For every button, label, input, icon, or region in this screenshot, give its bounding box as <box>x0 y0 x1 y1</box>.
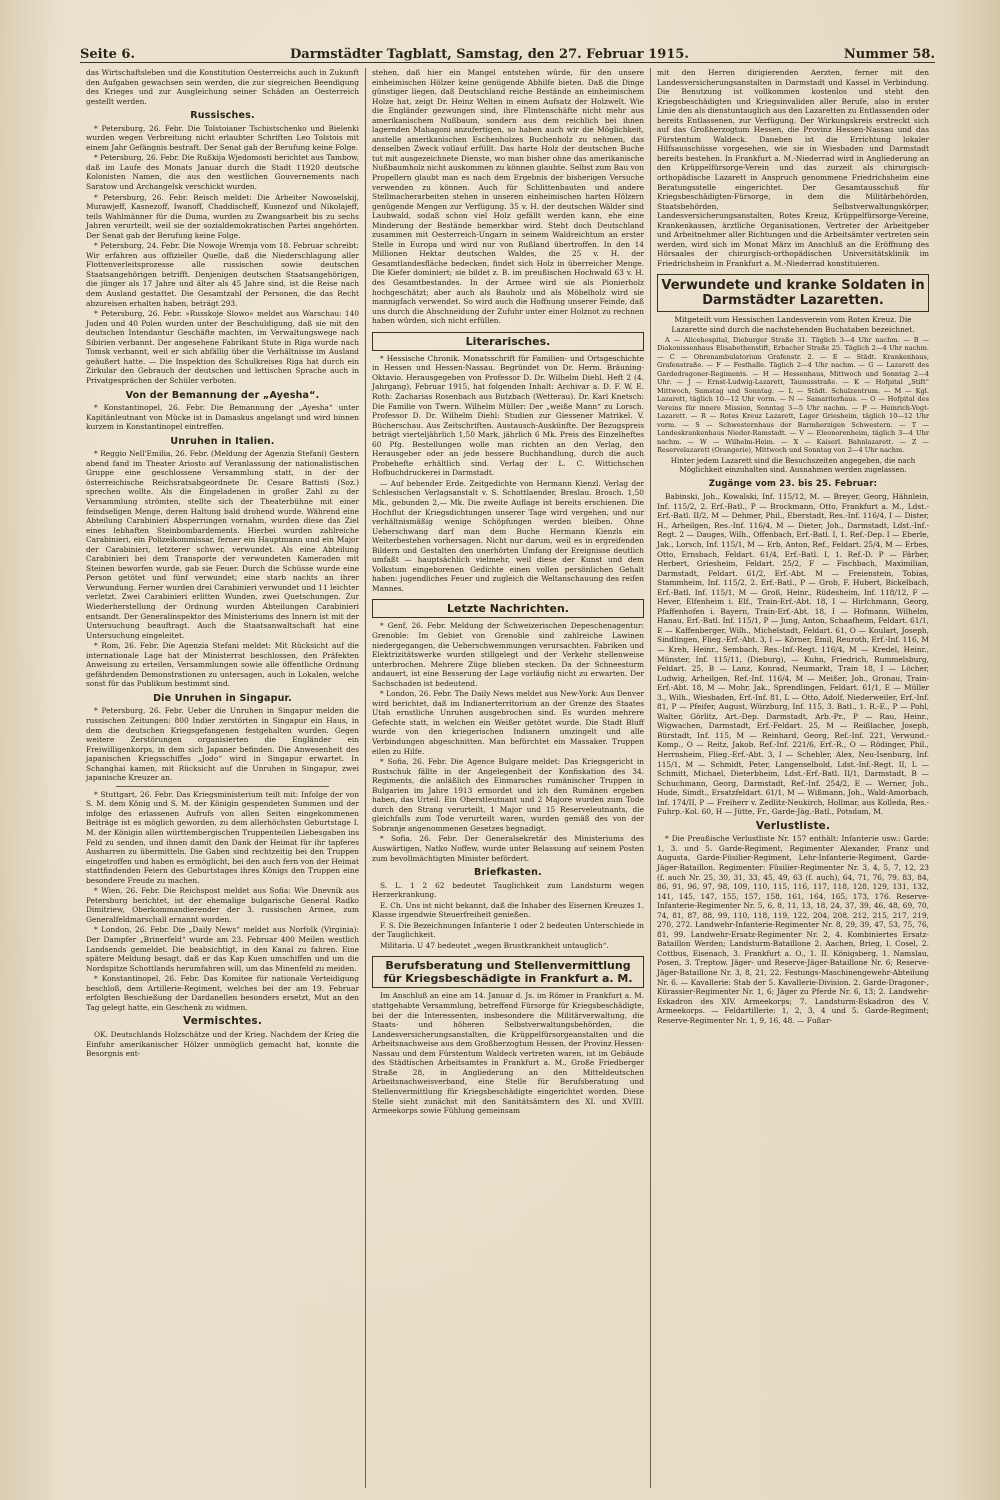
section-heading: Literarisches. <box>372 332 644 351</box>
section-heading: Letzte Nachrichten. <box>372 599 644 618</box>
section-heading: Von der Bemannung der „Ayesha“. <box>125 389 320 401</box>
paragraph: Hinter jedem Lazarett sind die Besuchszeiten angegeben, die nach Möglichkeit einzuhalten sind. Ausnahmen werden zugelassen. <box>670 455 916 475</box>
paragraph: * Genf, 26. Febr. Meldung der Schweizerischen Depeschenagentur: Grenoble: Im Gebiet von Grenoble sind zahlreiche Lawinen niedergegangen, die Ueberschwemmungen verursachten. Fabriken und Elektrizitätswerke wurden stillgelegt und der Verkehr stellenweise unterbrochen. Mehrere Züge blieben stecken. Da der Schneesturm andauert, ist eine Besserung der Lage vorläufig nicht zu erwarten. Der Sachschaden ist bedeutend. <box>372 621 644 688</box>
section-heading: Briefkasten. <box>474 867 542 879</box>
column-2 <box>365 68 650 1488</box>
paragraph: — Auf bebender Erde. Zeitgedichte von Hermann Kienzl. Verlag der Schlesischen Verlagsanstalt v. S. Schottlaender, Breslau. Brosch. 1,50 Mk., gebunden 2,— Mk. Die zweite Auflage ist bereits erschienen. Die Hochflut der Kriegsdichtungen unserer Tage wird vergehen, und nur verhältnismäßig wenige Schöpfungen werden bleiben. Ohne Ueberschwang darf man dem Buche Hermann Kienzls ein Weiterbestehen vorhersagen. Nicht nur darum, weil es in ergreifenden Bildern und Gestalten den unerhörten Umfang der Ereignisse deutlich umfaßt — hauptsächlich vielmehr, weil diese der Kunst und dem Volkstum eingeborenen Gedichte einen vollen persönlichen Gehalt haben: jugendliches Feuer und zugleich die Weltanschauung des reifen Mannes. <box>372 478 644 593</box>
paragraph: OK. Deutschlands Holzschätze und der Krieg. Nachdem der Krieg die Einfuhr amerikanischer Hölzer unmöglich gemacht hat, konnte die Besorgnis ent- <box>86 1029 359 1059</box>
paragraph: Militaria. U 47 bedeutet „wegen Brustkrankheit untauglich“. <box>380 940 609 950</box>
paragraph: E. Ch. Uns ist nicht bekannt, daß die Inhaber des Eisernen Kreuzes 1. Klasse irgendwie Steuerfreiheit genießen. <box>372 900 644 920</box>
paragraph: * Petersburg, 26. Febr. Die Tolstoianer Tschistschenko und Bielenki wurden wegen Verbreitung nicht erlaubter Schriften Leo Tolstois mit einem Jahr Gefängnis bestraft. Der Senat gab der Berufung keine Folge. <box>86 123 359 152</box>
page-number: Seite 6. <box>80 47 135 62</box>
divider <box>116 786 329 787</box>
paragraph: mit den Herren dirigierenden Aerzten, ferner mit den Landesversicherungsanstalten in Darmstadt und Kassel in Verbindung. Die Benutzung ist vollkommen kostenlos und steht den Kriegsbeschädigten und Kriegsinvaliden aller Berufe, also in erster Linie den als dienstuntauglich aus den Lazaretten zu Entlassenden oder bereits Entlassenen, zur Verfügung. Der Wirkungskreis erstreckt sich auf das Großherzogtum Hessen, die Provinz Hessen-Nassau und das Fürstentum Waldeck. Daneben ist die Errichtung lokaler Hilfsausschüsse vorgesehen, wie sie in Wiesbaden und Darmstadt bereits bestehen. In Frankfurt a. M.-Niederrad wird in Angliederung an den Krüppelfürsorge-Verein und das zurzeit als chirurgisch-orthopädische Lazarett in Anspruch genommene Friedrichsheim eine Beratungsstelle eingerichtet. Der Gesamtausschuß für Kriegsbeschädigten-Fürsorge, in dem die Militärbehörden, Staatsbehörden, Selbstverwaltungskörper, Landesversicherungsanstalten, Rotes Kreuz, Krüppelfürsorge-Vereine, Krankenkassen, ärztliche Organisationen, Vertreter der Arbeitgeber und Arbeitnehmer aller Richtungen und die Arbeitsämter vertreten sein werden, wird sich im Monat März im Anschluß an die Eröffnung des Hörsaales der chirurgisch-orthopädischen Universitätsklinik im Friedrichsheim in Frankfurt a. M.-Niederrad konstituieren. <box>657 68 929 268</box>
section-heading: Verlustliste. <box>755 819 831 832</box>
paragraph: * Die Preußische Verlustliste Nr. 157 enthält: Infanterie usw.: Garde: 1, 3. und 5. Garde-Regiment, Regimenter Alexander, Franz und Augusta, Garde-Füsilier-Regiment, Lehr-Infanterie-Regiment, Garde-Jäger-Bataillon. Regimenter: Füsilier-Regimenter Nr. 3, 4, 5, 7, 12, 23 (f. auch Nr. 25, 30, 31, 33, 45, 49, 63 (f. auch), 64, 71, 76, 79, 83, 84, 86, 91, 96, 97, 98, 109, 110, 115, 116, 117, 118, 128, 129, 131, 132, 141, 145, 147, 155, 157, 158, 161, 164, 165, 173, 176. Reserve-Infanterie-Regimenter Nr. 5, 6, 8, 11, 13, 18, 24, 37, 39, 46, 48, 69, 70, 74, 81, 87, 88, 99, 110, 118, 119, 122, 204, 208, 212, 215, 217, 219, 270, 272. Landwehr-Infanterie-Regimenter Nr. 8, 29, 39, 47, 53, 75, 76, 81, 99. Landwehr-Ersatz-Regimenter Nr. 2, 4. Kombiniertes Ersatz-Bataillon Werden; Landsturm-Bataillone 2. Aachen, Brieg, I. Cosel, 2. Cottbus, Eisenach, 3. Frankfurt a. O., 1. II. Königsberg, 1. Namslau, Posen, 3. Treptow. Jäger- und Reserve-Jäger-Bataillone Nr. 6; Reserve-Jäger-Bataillone Nr. 3, 8, 21, 22. Festungs-Maschinengewehr-Abteilung Nr. 6. — Kavallerie: Stab der 5. Kavallerie-Division. 2. Garde-Dragoner-, Kürassier-Regimenter Nr. 1, 6; Jäger zu Pferde Nr. 6, 13; 2. Landwehr-Eskadron des XIV. Armeekorps; 7. Landsturm-Eskadron des V. Armeekorps. — Feldartillerie: 1, 2, 3, 4 und 5. Garde-Regiment; Reserve-Regimenter Nr. 1, 9, 16, 48. — Fußar- <box>657 834 929 1025</box>
paragraph: * London, 26. Febr. Die „Daily News“ meldet aus Norfolk (Virginia): Der Dampfer „Brinerfeld“ wurde am 23. Februar 400 Meilen westlich Landsends gemeldet. Die beabsichtigt, in den Kanal zu fahren. Eine spätere Meldung besagt, daß er das Kap Kuen umschiffen und um die Nordspitze Schottlands herumfahren will, um das Minenfeld zu meiden. <box>86 925 359 973</box>
paragraph: * Hessische Chronik. Monatsschrift für Familien- und Ortsgeschichte in Hessen und Hessen-Nassau. Begründet von Dr. Herm. Bräuning-Oktavio. Herausgegeben von Professor D. Dr. Wilhelm Diehl. Heft 2 (4. Jahrgang), Februar 1915, hat folgenden Inhalt: Archivar a. D. F. W. E. Roth: Zacharias Rosenbach aus Butzbach (Wetterau). Dr. Karl Knetsch: Die Familie von Twern. Wilhelm Müller: Der „weiße Mann“ zu Lorsch. Professor D. Dr. Wilhelm Diehl: Studien zur Giessener Matrikel. V. Bücherschau. Aus Zeitschriften. Austausch-Auskünfte. Der Bezugspreis beträgt vierteljährlich 1,50 Mark, jährlich 6 Mk. Preis des Einzelheftes 60 Pfg. Bestellungen wolle man richten an den Verlag, den Herausgeber oder an jede bessere Buchhandlung, durch die auch Probehefte erhältlich sind. Verlag der L. C. Wittichschen Hofbuchdruckerei in Darmstadt. <box>372 353 644 478</box>
arrivals-list: Babinski, Joh., Kowalski, Inf. 115/12, M. — Breyer, Georg, Hähnlein, Inf. 115/2, 2. Erf.-Batl., P — Brockmann, Otto, Frankfurt a. M., Ldst.-Erf.-Batl. II/2, M — Dehmer, Phil., Eberstadt, Res.-Inf. 116/4, I — Dister, H., Arheilgen, Res.-Inf. 116/4, M — Dieter, Joh., Darmstadt, Ldst.-Inf.-Regt. 2 — Dauges, Wilh., Offenbach, Erf.-Batl. I, 1. Ref.-Dep. I — Eberle, Jak., Lorsch, Inf. 115/1, M — Erb, Anton, Ref., Feldart. 25/4, M — Erbes, Otto, Ernsbach, Feldart. 61/4, Erf.-Batl. I, 1. Ref.-D. P — Färber, Herbert, Griesheim, Feldart. 25/2, F — Fischbach, Maximilian, Darmstadt, Feldart. 61/2, Erf.-Abt. M — Freienstein, Tobias, Stammheim, Inf. 115/2, 2. Erf.-Batl., P — Grob, F. Hubert, Bickelbach, Erf.-Batl. Inf. 115/1, M — Groß, Heinr., Rüdesheim, Inf. 118/12, F — Hever, Elfenheim i. Elf., Train-Erf.-Abt. 18, I — Hirfchmann, Georg, Pfaffenhofen i. Bayern, Train-Erf.-Abt. 18, I — Hofmann, Wilhelm, Hanau, Erf.-Batl. Inf. 115/1, P — Jung, Anton, Schaafheim, Feldart. 61/1, E — Kaffenberger, Wilh., Michelstadt, Feldart. 61, O — Koulart, Joseph, Sindlingen, Flieg.-Erf.-Abt. 3, I — Körner, Emil, Reuroth, Erf.-Inf. 116, M — Kreh, Heinr., Sembach, Res.-Inf.-Regt. 116/4, M — Kredel, Heinr., Münster, Inf. 115/11, (Dieburg), — Kuhn, Friedrich, Rummelsburg, Feldart. 25, B — Lanz, Konrad, Neumarkt, Train 18, I — Löcher, Ludwig, Arheilgen, Ref.-Inf. 116/4, M — Meißer, Joh., Gronau, Train-Erf.-Abt. 18, M — Mohr, Jak., Sprendlingen, Feldart. 61/1, E — Müller 3., Wilh., Wiesbaden, Erf.-Inf. 81, L — Otto, Adolf, Niederweiler, Erf.-Inf. 81, P — Pfeifer, August, Würzburg, Inf. 115, 3. Batl., 1. R.-E., P — Pohl, Walter, Görlitz, Art.-Dep. Darmstadt, Arb.-Pr., P — Rau, Heinr., Wigwachen, Darmstadt, Erf.-Feldart. 25, M — Reißlacher, Joseph, Bürstadt, Inf. 115, M — Reinhard, Georg, Ref.-Inf. 221, Verwund.-Komp., O — Reitz, Jakob, Ref.-Inf. 221/6, Erf.-R., O — Rödinger, Phil., Herrnsheim, Flieg.-Erf.-Abt. 3, I — Schebler, Alex, Neu-Isenburg, Inf. 115/1, M — Schmidt, Peter, Langenselbold, Ldst.-Inf.-Regt. II, L — Schmitt, Michael, Dieterbheim, Ldst.-Erf.-Batl. II/1, Darmstadt, B — Schuchmann, Georg, Darmstadt, Ref.-Inf. 254/2, E — Werner, Joh., Hude, Simdt., Ersatzfeldart. 61/1, M — Wißmann, Joh., Wald-Amorbach, Inf. 174/II, P — Freiherr v. Zedlitz-Neukirch, Hollmar, aus Kolleda, Res.-Fuhrp.-Kol. 60, H — Jütte, Fr., Garde-Jäg.-Batl., Potsdam, M. <box>657 492 929 817</box>
paragraph: * Petersburg, 26. Febr. Die Rußkija Wjedomosti berichtet aus Tambow, daß im Laufe des Monats Januar durch die Stadt 11920 deutsche Kolonisten Namen, die aus den westlichen Gouvernements nach Saratow und Archangelsk verschickt wurden. <box>86 153 359 192</box>
section-heading: Zugänge vom 23. bis 25. Februar: <box>708 478 878 489</box>
paragraph: * Sofia, 26. Febr. Der Generalsekretär des Ministeriums des Auswärtigen, Natko Noffew, wurde unter Belassung auf seinem Posten zum bevollmächtigten Minister befördert. <box>372 834 644 863</box>
columns <box>80 68 935 1488</box>
section-heading: Vermischtes. <box>182 1015 263 1028</box>
paragraph: * Sofia, 26. Febr. Die Agence Bulgare meldet: Das Kriegsgericht in Rustschuk fällte in der Angelegenheit der Konfiskation des 34. Regiments, die anläßlich des Einmarsches rumänischer Truppen in Bulgarien im Jahre 1913 ermordet und ich den Rumänen ergeben haben, das Urteil. Ein Oberstleutnant und 2 Majore wurden zum Tode durch den Strang verurteilt, 1 Major und 15 Reserveleutnants, die gleichfalls zum Tode verurteilt waren, wurden gemäß des von der Sobranje angenommenen Gesetzes begnadigt. <box>372 757 644 833</box>
column-1 <box>80 68 365 1488</box>
masthead: Darmstädter Tagblatt, Samstag, den 27. Februar 1915. <box>290 47 689 62</box>
paragraph: F. S. Die Bezeichnungen Infanterie 1 oder 2 bedeuten Unterschiede in der Tauglichkeit. <box>372 920 644 940</box>
section-heading: Unruhen in Italien. <box>170 435 275 447</box>
paragraph: * Petersburg, 26. Febr. »Russkoje Slowo« meldet aus Warschau: 140 Juden und 40 Polen wurden unter der Beschuldigung, daß sie mit den deutschen Intendantur Geschäfte machten, im Verwaltungswege nach Sibirien verbannt. Der angesehene Fabrikant Stute in Riga wurde nach Tomsk verbannt, weil er sich abfällig über die Verhältnisse im Ausland geäußert hatte. — Die Inspektion des Schulkreises Riga hat durch ein Zirkular den Gebrauch der deutschen und lettischen Sprache auch in Privatgesprächen der Schüler verboten. <box>86 309 359 385</box>
page-header <box>80 40 935 63</box>
issue-number: Nummer 58. <box>843 47 935 62</box>
section-heading: Russisches. <box>190 110 255 122</box>
paragraph: S. L. 1 2 62 bedeutet Tauglichkeit zum Landsturm wegen Herzerkrankung. <box>372 880 644 900</box>
section-heading: Die Unruhen in Singapur. <box>153 692 292 704</box>
paragraph: * Konstantinopel, 26. Febr. Die Bemannung der „Ayesha“ unter Kapitänleutnant von Mücke ist in Damaskus angelangt und wird binnen kurzem in Konstantinopel eintreffen. <box>86 403 359 432</box>
paragraph: stehen, daß hier ein Mangel entstehen würde, für den unsere einheimischen Hölzer keine genügende Abhilfe bieten. Daß die Dinge günstiger liegen, daß Deutschland reiche Bestände an einheimischem Holze hat, zeigt Dr. Heinz Welten in einem Aufsatz der Holzwelt. Wie die Engländer gezwungen sind, ihre Flintenschäfte nicht mehr aus amerikanischem Nußbaum, sondern aus dem reichlich bei ihnen lagernden Mahagoni anzufertigen, so haben auch wir die Möglichkeit, anstelle amerikanischen Eschenholzes Buchenholz zu nehmen, das denselben Zweck vollauf erfüllt. Das harte Holz der deutschen Buche tut mit ausgezeichnete Dienste, wo man bisher ohne das amerikanische Nußbaumholz nicht auskommen zu können glaubte. Selbst zum Bau von Propellern glaubt man es nach dem Ergebnis der bisherigen Versuche verwenden zu können. Auch für Schlittenbauten und andere Stellmacherarbeiten stehen in unseren einheimischen harten Hölzern genügende Mengen zur Verfügung. 35 v. H. der deutschen Wälder sind Laubwald, sodaß schon viel Holz gefällt werden kann, ehe eine Minderung der Bestände bemerkbar wird. Steht doch Deutschland zusammen mit Oesterreich-Ungarn in seinem Waldreichtum an erster Stelle in Europa und wird nur von Rußland übertroffen. In den 14 Millionen Hektar deutschen Waldes, die 25 v. H. der Gesamtlandesfläche bedecken, findet sich Holz in überreicher Menge. Die Kiefer dominiert; sie bildet z. B. im preußischen Hochwald 63 v. H. des Gesamtbestandes. In der Armee wird sie als Pionierholz hochgeschätzt; aber auch als Bauholz und als Möbelholz wird sie mannigfach verwendet. So wird auch die Hoffnung unserer Feinde, daß uns durch die Abschneidung der Zufuhr unter einer Holznot zu rechnen haben würden, sich nicht erfüllen. <box>372 68 644 326</box>
paragraph: * Konstantinopel, 26. Febr. Das Komitee für nationale Verteidigung beschloß, dem Artillerie-Regiment, welches bei der am 19. Februar erfolgten Beschießung der Dardanellen besonders ersetzt, Mut an den Tag gelegt hatte, ein Geschenk zu widmen. <box>86 974 359 1012</box>
paragraph: das Wirtschaftsleben und die Konstitution Oesterreichs auch in Zukunft den Aufgaben gewachsen sein werden, die zur siegreichen Beendigung des Krieges und zur Ausgleichung seiner Schäden an Oesterreich gestellt werden. <box>86 68 359 106</box>
paragraph: * Stuttgart, 26. Febr. Das Kriegsministerium teilt mit: Infolge der von S. M. dem König und S. M. der Königin gespendeten Summen und der infolge des erlassenen Aufrufs von allen Seiten eingekommenen Beiträge ist es möglich geworden, zu dem allerhöchsten Geburtstage I. M. der Königin allen württembergischen Truppenteilen Liebesgaben ins Feld zu senden, und ihnen damit den Dank der Heimat für ihr tapferes Ausharren zu übermitteln. Die Gaben sind rechtzeitig bei den Truppen eingetroffen und haben es ermöglicht, bei den auch fern von der Heimat stattfindenden Feiern des Geburtstages ihres Königs den Truppen eine besondere Freude zu machen. <box>86 789 359 885</box>
paragraph: * London, 26. Febr. The Daily News meldet aus New-York: Aus Denver wird berichtet, daß im Indianerterritorium an der Grenze des Staates Utah ernstliche Unruhen ausgebrochen sind. Es wurden mehrere Gefechte statt, in welchen ein Weißer getötet wurde. Die Stadt Bluff wurde von den kriegerischen Indianern umzingelt und alle Verbindungen abgeschnitten. Man befürchtet ein Massaker. Truppen eilen zu Hilfe. <box>372 689 644 756</box>
paragraph: * Rom, 26. Febr. Die Agenzia Stefani meldet: Mit Rücksicht auf die internationale Lage hat der Ministerrat beschlossen, den Präfekten Anweisung zu erteilen, Versammlungen sowie alle öffentliche Ordnung gefährdenden Demonstrationen zu untersagen, auch in Lokalen, welche sonst für das Publikum bestimmt sind. <box>86 641 359 689</box>
section-heading: Berufsberatung und Stellenvermittlung für Kriegsbeschädigte in Frankfurt a. M. <box>372 956 644 988</box>
lazarett-list: A — Alicehospital, Dieburger Straße 31. Täglich 3—4 Uhr nachm. — B — Diakonissenhaus Elisabethenstift, Erbacher Straße 25. Täglich 2—4 Uhr nachm. — C — Ohrenambulatorium Grafenstr. 2. — E — Städt. Krankenhaus, Grafenstraße. — F — Festhalle. Täglich 2—4 Uhr nachm. — G — Lazarett des Gardedragoner-Regiments. — H — Hessenhaus, Mittwoch und Sonntag 2—4 Uhr. — J — Ernst-Ludwig-Lazarett, Taunusstraße. — K — Hofpital „Stift“ Mittwoch, Samstag und Sonntag. — L — Städt. Schulzentrum. — M — Kgl. Lazarett, täglich 10—12 Uhr vorm. — N — Samariterhaus. — O — Hofpital des Vereins für innere Mission, Sonntag 3—5 Uhr nachm. — P — Heinrich-Vogt-Lazarett. — R — Rotes Kreuz Lazarett, Lager Griesheim, täglich 10—12 Uhr vorm. — S — Schwesternhaus der Barmherzigen Schwestern. — T — Landeskrankenhaus Nieder-Ramstadt. — V — Eleonorenheim, täglich 3—4 Uhr nachm. — W — Wilhelm-Heim. — X — Kaiserl. Bahnlazarett. — Z — Reservelazarett (Orangerie), Mittwoch und Sonntag von 2—4 Uhr nachm. <box>657 335 929 455</box>
paragraph: Im Anschluß an eine am 14. Januar d. Js. im Römer in Frankfurt a. M. stattgehabte Versammlung, betreffend Fürsorge für Kriegsbeschädigte, bei der die Interessenten, insbesondere die Militärverwaltung, die Staats- und höheren Selbstverwaltungsbehörden, die Landesversicherungsanstalten, die Krüppelfürsorgeanstalten und die Arbeitsnachweise aus dem Großherzogtum Hessen, der Provinz Hessen-Nassau und dem Fürstentum Waldeck vertreten waren, ist im Gebäude des Städtischen Arbeitsamtes in Frankfurt a. M., Große Friedberger Straße 28, in Angliederung an den Mitteldeutschen Arbeitsnachweisverband, eine Stelle für Berufsberatung und Stellenvermittlung für Kriegsbeschädigte eingerichtet worden. Diese Stelle sieht zunächst mit den Sanitätsämtern des XI. und XVIII. Armeekorps sowie Fühlung gemeinsam <box>372 991 644 1116</box>
paragraph: * Petersburg, 24. Febr. Die Nowoje Wremja vom 18. Februar schreibt: Wir erfahren aus offizieller Quelle, daß die Niederschlagung aller Flottenverleitsprozesse alle russischen sowie deutschen Staatsangehörigen betrifft. Denjenigen deutschen Staatsangehörigen, die jünger als 17 Jahre und älter als 45 Jahre sind, ist die Reise nach dem Ausland gestattet. Die Gesamtzahl der Personen, die das Recht abzureisen erhalten haben, beträgt 293. <box>86 241 359 308</box>
paragraph: * Petersburg, 26. Febr. Reisch meldet: Die Arbeiter Nowoselskij, Murawjeff, Kasnezoff, Iwanoff, Chaddischeff, Kusnezof und Nikolajeff, teils Wahlmänner für die Duma, wurden zu Zwangsarbeit bis zu sechs Jahren verurteilt, weil sie der sozialdemokratischen Partei angehörten. Der Senat gab der Berufung keine Folge. <box>86 192 359 240</box>
paragraph: * Reggio Nell'Emilia, 26. Febr. (Meldung der Agenzia Stefani) Gestern abend fand im Theater Ariosto auf Veranlassung der nationalistischen Gruppe eine geschlossene Versammlung statt, in der der österreichische Reichsratsabgeordnete Dr. Cesare Battisti (Soz.) sprechen wollte. Als die Eingeladenen in großer Zahl zu der Versammlung strömten, stellte sich der Theaterbühne mit einer feindseligen Menge, deren Haltung bald drohend wurde. Während eine Abteilung Carabinieri Absperrungen vornahm, wurden diese das Ziel eines lebhaften Steinbombardements. Hierbei wurden zahlreiche Carabinieri, ein Polizeikommissar, ferner ein Hauptmann und ein Major der Carabinieri, letzterer schwer, verwundet. Als eine Abteilung Carabinieri bei dem Transporte der verwundeten Kameraden mit Steinen beworfen wurde, gab sie Feuer. Durch die Schüsse wurde eine Person getötet und fünf verwundet; eine starb nachts an ihrer Verwundung. Ferner wurden drei Carabinieri verwundet und 11 leichter verletzt. Zwei Carabinieri erlitten Wunden, zwei Quetschungen. Zur Wiederherstellung der Ordnung wurden Abteilungen Carabinieri entsandt. Der Generalinspektor des Ministeriums des Innern ist mit der Untersuchung beauftragt. Auch die Staatsanwaltschaft hat eine Untersuchung eingeleitet. <box>86 449 359 640</box>
column-3 <box>650 68 935 1488</box>
paragraph: * Wien, 26. Febr. Die Reichspost meldet aus Sofia: Wie Dnevnik aus Petersburg berichtet, ist der ehemalige bulgarische General Radko Dimitriew, Oberkommandierender der 3. russischen Armee, zum Generalfeldmarschall ernannt worden. <box>86 886 359 924</box>
subheading: Mitgeteilt vom Hessischen Landesverein vom Roten Kreuz. Die Lazarette sind durch die nachstehenden Buchstaben bezeichnet. <box>671 315 915 335</box>
paragraph: * Petersburg, 26. Febr. Ueber die Unruhen in Singapur melden die russischen Zeitungen: 800 Indier zerstörten in Singapur ein Haus, in dem die deutschen Kriegsgefangenen festgehalten wurden. Gegen weitere Zerstörungen organisierten die Engländer ein Freiwilligenkorps, in dem sich Japaner befinden. Die Anwesenheit des japanischen Kriegsschiffes „Jodo“ wird in Singapur erwartet. In Schanghai kamen, mit Rücksicht auf die Unruhen in Singapur, zwei japanische Kreuzer an. <box>86 706 359 783</box>
section-heading: Verwundete und kranke Soldaten in Darmstädter Lazaretten. <box>657 274 929 312</box>
